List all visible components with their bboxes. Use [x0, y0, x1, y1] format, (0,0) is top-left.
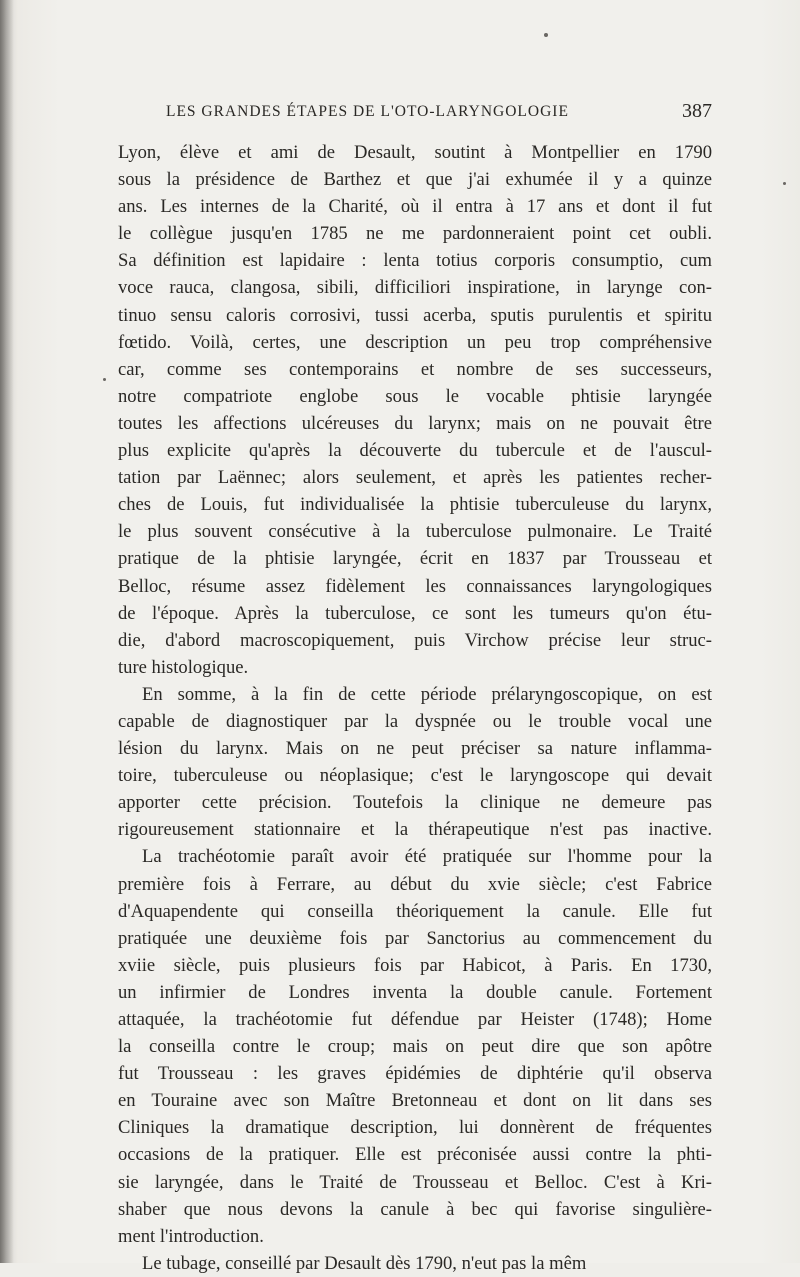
text-line: apporter cette précision. Toutefois la clinique ne demeure pas: [118, 792, 712, 814]
text-line: lésion du larynx. Mais on ne peut préciser sa nature inflamma-: [118, 738, 712, 760]
text-line: Cliniques la dramatique description, lui donnèrent de fréquentes: [118, 1117, 712, 1139]
paper-speck: [783, 182, 786, 185]
running-title: LES GRANDES ÉTAPES DE L'OTO-LARYNGOLOGIE: [166, 103, 569, 120]
text-line: d'Aquapendente qui conseilla théoriquement la canule. Elle fut: [118, 900, 712, 922]
text-line: ment l'introduction.: [118, 1225, 264, 1247]
paper-speck: [103, 378, 106, 381]
text-line: fut Trousseau : les graves épidémies de diphtérie qu'il observa: [118, 1063, 712, 1085]
text-line: de l'époque. Après la tuberculose, ce sont les tumeurs qu'on étu-: [118, 602, 712, 624]
text-line: rigoureusement stationnaire et la thérapeutique n'est pas inactive.: [118, 819, 712, 841]
text-line: la conseilla contre le croup; mais on peut dire que son apôtre: [118, 1036, 712, 1058]
text-line: shaber que nous devons la canule à bec qui favorise singulière-: [118, 1198, 712, 1220]
text-line: plus explicite qu'après la découverte du tubercule et de l'auscul-: [118, 440, 712, 462]
text-line: sous la présidence de Barthez et que j'ai exhumée il y a quinze: [118, 169, 712, 191]
running-head: [166, 100, 712, 128]
text-line: xviie siècle, puis plusieurs fois par Habicot, à Paris. En 1730,: [118, 954, 712, 976]
text-line: En somme, à la fin de cette période prélaryngoscopique, on est: [142, 683, 712, 705]
text-line: Sa définition est lapidaire : lenta totius corporis consumptio, cum: [118, 250, 712, 272]
text-line: car, comme ses contemporains et nombre de ses successeurs,: [118, 358, 712, 380]
text-line: première fois à Ferrare, au début du xvie siècle; c'est Fabrice: [118, 873, 712, 895]
text-line: le plus souvent consécutive à la tuberculose pulmonaire. Le Traité: [118, 521, 712, 543]
page-gutter-shadow: [0, 0, 14, 1263]
text-line: toire, tuberculeuse ou néoplasique; c'est le laryngoscope qui devait: [118, 765, 712, 787]
text-line: capable de diagnostiquer par la dyspnée ou le trouble vocal une: [118, 710, 712, 732]
text-line: occasions de la pratiquer. Elle est préconisée aussi contre la phti-: [118, 1144, 712, 1166]
paper-speck: [544, 33, 548, 37]
text-line: pratique de la phtisie laryngée, écrit en 1837 par Trousseau et: [118, 548, 712, 570]
text-line: le collègue jusqu'en 1785 ne me pardonneraient point cet oubli.: [118, 223, 712, 245]
page-number: 387: [682, 100, 712, 122]
text-line: ture histologique.: [118, 656, 249, 678]
text-line: voce rauca, clangosa, sibili, difficiliori inspiratione, in larynge con-: [118, 277, 712, 299]
text-line: attaquée, la trachéotomie fut défendue par Heister (1748); Home: [118, 1009, 712, 1030]
text-line: tation par Laënnec; alors seulement, et après les patientes recher-: [118, 467, 712, 489]
body-text: [118, 139, 712, 1277]
text-line: sie laryngée, dans le Traité de Trousseau et Belloc. C'est à Kri-: [118, 1171, 712, 1193]
text-line: ans. Les internes de la Charité, où il entra à 17 ans et dont il fut: [118, 196, 712, 218]
text-line: Belloc, résume assez fidèlement les connaissances laryngologiques: [118, 575, 712, 597]
text-line: La trachéotomie paraît avoir été pratiquée sur l'homme pour la: [142, 846, 712, 868]
text-line: toutes les affections ulcéreuses du larynx; mais on ne pouvait être: [118, 412, 712, 434]
text-line: un infirmier de Londres inventa la double canule. Fortement: [118, 981, 712, 1003]
text-line: en Touraine avec son Maître Bretonneau et dont on lit dans ses: [118, 1090, 712, 1112]
text-line: ches de Louis, fut individualisée la phtisie tuberculeuse du larynx,: [118, 494, 712, 516]
text-line: fœtido. Voilà, certes, une description un peu trop compréhensive: [118, 331, 712, 353]
text-line: tinuo sensu caloris corrosivi, tussi acerba, sputis purulentis et spiritu: [118, 304, 712, 326]
text-line: Le tubage, conseillé par Desault dès 1790, n'eut pas la mêm: [142, 1252, 587, 1274]
text-line: notre compatriote englobe sous le vocable phtisie laryngée: [118, 385, 712, 407]
text-line: die, d'abord macroscopiquement, puis Virchow précise leur struc-: [118, 629, 712, 651]
text-line: Lyon, élève et ami de Desault, soutint à Montpellier en 1790: [118, 142, 712, 163]
text-line: pratiquée une deuxième fois par Sanctorius au commencement du: [118, 927, 712, 949]
